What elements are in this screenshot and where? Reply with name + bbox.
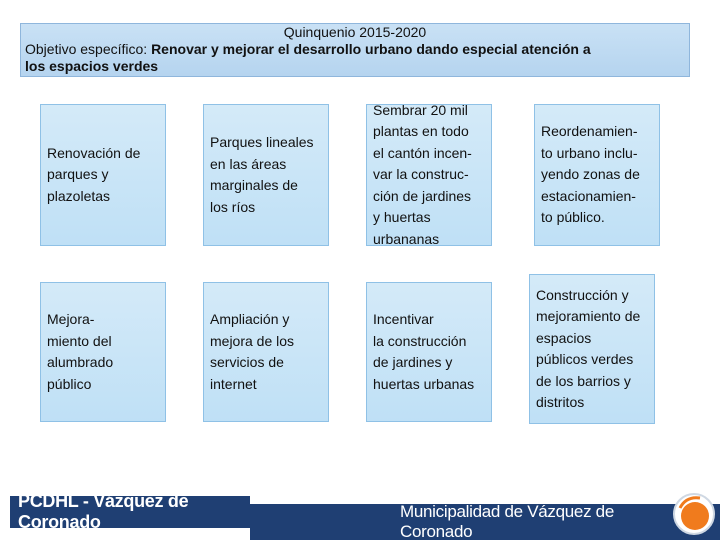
card-text	[541, 121, 640, 229]
card-line: Incentivar	[373, 311, 434, 327]
card-line: de jardines y	[373, 354, 453, 370]
card-line: Parques lineales	[210, 134, 314, 150]
card-text	[210, 132, 314, 218]
card-line: yendo zonas de	[541, 166, 640, 183]
card-text	[47, 309, 113, 395]
card-line: Ampliación y	[210, 311, 290, 327]
card-line: urbananas	[373, 230, 440, 247]
card-text	[373, 100, 472, 251]
card-line: Sembrar 20 mil	[373, 101, 468, 118]
card-line: Renovación de	[47, 144, 141, 161]
objective-line	[25, 41, 685, 58]
objective-label: Objetivo específico:	[25, 41, 152, 57]
card-line: mejoramiento de	[536, 308, 641, 324]
card-line: en las áreas	[210, 155, 287, 172]
card-line: estacionamien-	[541, 187, 636, 204]
card-line: Construcción y	[536, 286, 629, 303]
card-line: Reordenamien-	[541, 123, 638, 140]
card-line: público	[47, 375, 92, 392]
objective-text-2: los espacios verdes	[25, 58, 159, 74]
card-line: alumbrado	[47, 354, 114, 370]
card-line: huertas urbanas	[373, 375, 475, 392]
card-renovacion-parques	[40, 104, 166, 246]
card-sembrar-plantas	[366, 101, 492, 247]
card-servicios-internet	[203, 282, 329, 422]
footer-program-label: PCDHL - Vázquez de Coronado	[10, 496, 250, 528]
card-line: to público.	[541, 209, 605, 226]
objective-header	[20, 23, 690, 77]
card-line: to urbano inclu-	[541, 144, 638, 161]
municipality-logo-icon	[672, 492, 716, 536]
card-line: Mejora-	[47, 311, 95, 327]
card-line: el cantón incen-	[373, 144, 472, 161]
card-line: var la construc-	[373, 166, 469, 183]
card-line: internet	[210, 375, 257, 392]
card-line: plantas en todo	[373, 123, 469, 140]
card-line: de los barrios y	[536, 372, 631, 389]
card-line: marginales de	[210, 177, 298, 193]
card-line: distritos	[536, 394, 585, 410]
card-reordenamiento-urbano	[534, 104, 660, 246]
card-line: públicos verdes	[536, 351, 634, 367]
card-espacios-verdes	[529, 274, 655, 424]
card-line: ción de jardines	[373, 187, 472, 204]
objective-text-1: Renovar y mejorar el desarrollo urbano dando especial atención a	[151, 41, 591, 57]
card-line: y huertas	[373, 209, 431, 226]
card-line: parques y	[47, 166, 109, 183]
card-alumbrado-publico	[40, 282, 166, 422]
period-title: Quinquenio 2015-2020	[283, 24, 427, 40]
card-parques-lineales	[203, 104, 329, 246]
card-incentivar-jardines	[366, 282, 492, 422]
card-text	[536, 285, 640, 414]
card-text	[47, 143, 140, 208]
card-line: servicios de	[210, 354, 284, 370]
footer-municipality-label: Municipalidad de Vázquez de Coronado	[400, 502, 614, 541]
card-line: espacios	[536, 329, 592, 346]
card-line: la construcción	[373, 332, 467, 349]
card-text	[210, 309, 294, 395]
card-line: miento del	[47, 332, 112, 349]
card-line: los ríos	[210, 198, 256, 215]
card-line: mejora de los	[210, 332, 295, 349]
card-line: plazoletas	[47, 187, 111, 204]
card-text	[373, 309, 474, 395]
